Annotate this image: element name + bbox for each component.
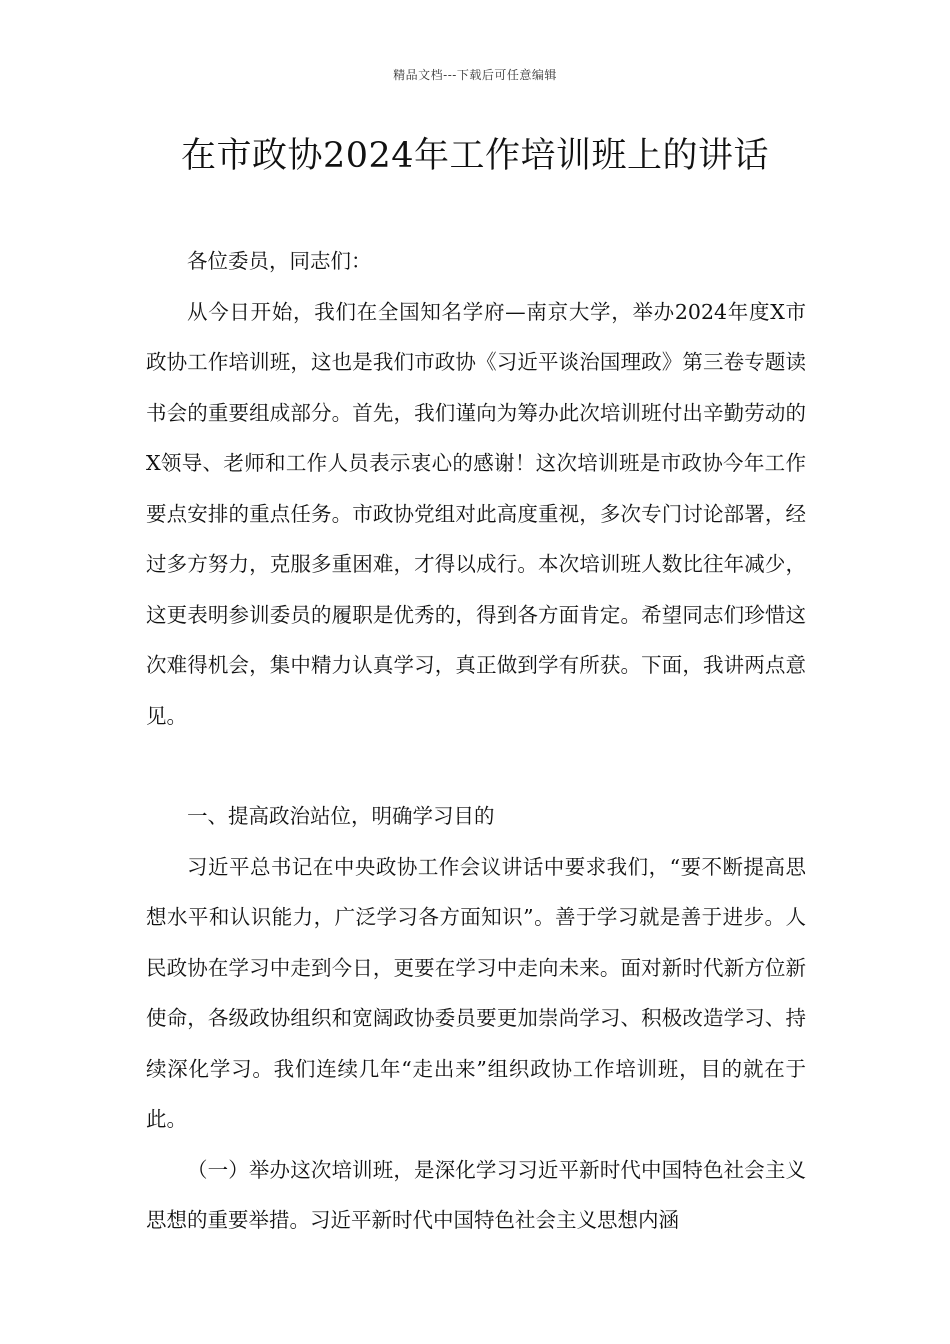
document-body [146, 236, 806, 1246]
body-paragraph-1: 从今日开始，我们在全国知名学府—南京大学，举办2024年度X市政协工作培训班，这也是我们市政协《习近平谈治国理政》第三卷专题读书会的重要组成部分。首先，我们谨向为筹办此次培训班付出辛勤劳动的X领导、老师和工作人员表示衷心的感谢！这次培训班是市政协今年工作要点安排的重点任务。市政协党组对此高度重视，多次专门讨论部署，经过多方努力，克服多重困难，才得以成行。本次培训班人数比往年减少，这更表明参训委员的履职是优秀的，得到各方面肯定。希望同志们珍惜这次难得机会，集中精力认真学习，真正做到学有所获。下面，我讲两点意见。 [146, 299, 806, 728]
section-heading: 一、提高政治站位，明确学习目的 [187, 804, 495, 828]
page-title: 在市政协2024年工作培训班上的讲话 [180, 136, 770, 176]
section-paragraph-1: 习近平总书记在中央政协工作会议讲话中要求我们，“要不断提高思想水平和认识能力，广泛学习各方面知识”。善于学习就是善于进步。人民政协在学习中走到今日，更要在学习中走向未来。面对新时代新方位新使命，各级政协组织和宽阔政协委员要更加崇尚学习、积极改造学习、持续深化学习。我们连续几年“走出来”组织政协工作培训班，目的就在于此。 [146, 854, 806, 1131]
section-paragraph-2: （一）举办这次培训班，是深化学习习近平新时代中国特色社会主义思想的重要举措。习近平新时代中国特色社会主义思想内涵 [146, 1157, 806, 1232]
salutation: 各位委员，同志们： [187, 249, 372, 273]
header-note: 精品文档---下载后可任意编辑 [393, 68, 557, 82]
